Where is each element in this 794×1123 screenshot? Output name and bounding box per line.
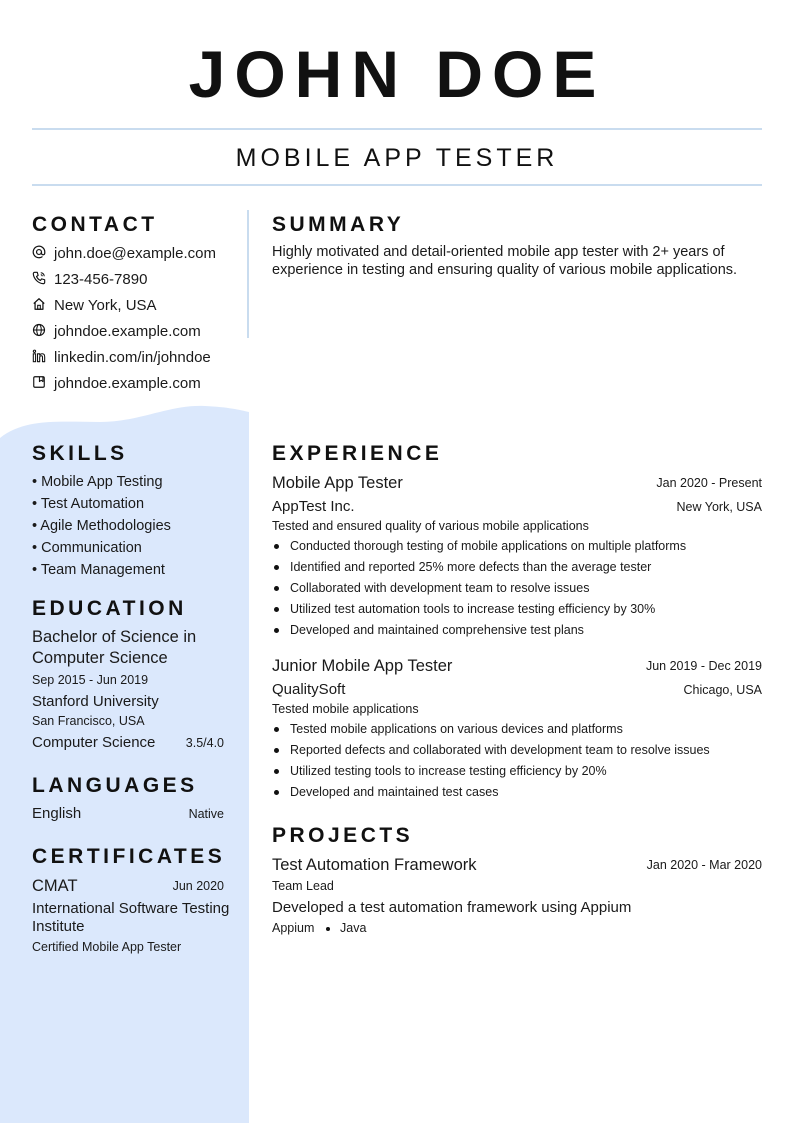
summary-title: SUMMARY [272,213,405,236]
project-description: Developed a test automation framework using Appium [272,899,632,916]
certificate-issuer: International Software Testing Institute [32,900,230,935]
certificate-description: Certified Mobile App Tester [32,940,182,954]
tag-separator [326,927,330,931]
education-school: Stanford University [32,693,159,710]
linkedin-icon [32,349,48,365]
job-summary: Tested and ensured quality of various mobile applications [272,519,589,533]
job-dates: Jan 2020 - Present [656,476,762,490]
header-rule-bottom [32,184,762,186]
contact-linkedin-text: linkedin.com/in/johndoe [54,348,211,366]
project-role: Team Lead [272,879,334,893]
certificate-name: CMAT [32,877,78,895]
projects-title: PROJECTS [272,824,414,847]
contact-portfolio-text: johndoe.example.com [54,374,201,392]
certificates-title: CERTIFICATES [32,845,226,868]
languages-title: LANGUAGES [32,774,198,797]
candidate-name: JOHN DOE [188,37,606,111]
job-location: Chicago, USA [683,683,762,697]
contact-phone[interactable] [32,268,147,290]
contact-location-text: New York, USA [54,296,157,314]
job-location: New York, USA [676,500,762,514]
skill-item: • Mobile App Testing [32,474,163,490]
at-icon [32,245,48,261]
job-role: MOBILE APP TESTER [235,144,559,172]
skill-item: • Test Automation [32,496,145,512]
experience-title: EXPERIENCE [272,442,443,465]
portfolio-icon [32,375,48,391]
summary-text: Highly motivated and detail-oriented mobile app tester with 2+ years of experience in testing and ensuring quality of various mobile applications. [272,244,738,278]
phone-icon [32,271,48,287]
project-dates: Jan 2020 - Mar 2020 [646,858,762,872]
skill-item: • Team Management [32,562,165,578]
certificate-date: Jun 2020 [172,879,224,893]
job-company: AppTest Inc. [272,498,355,515]
column-divider [247,210,249,338]
education-field: Computer Science [32,734,156,751]
contact-location [32,294,157,316]
contact-email[interactable] [32,242,216,264]
education-title: EDUCATION [32,597,187,620]
globe-icon [32,323,48,339]
contact-portfolio[interactable] [32,372,201,394]
language-name: English [32,805,82,822]
contact-linkedin[interactable] [32,346,211,368]
job-title: Junior Mobile App Tester [272,657,453,675]
project-tag: Java [340,921,367,935]
project-tag: Appium [272,921,315,935]
skills-title: SKILLS [32,442,128,465]
home-icon [32,297,48,313]
language-level: Native [188,807,224,821]
job-dates: Jun 2019 - Dec 2019 [645,659,762,673]
contact-email-text: john.doe@example.com [54,244,216,262]
education-degree: Bachelor of Science in Computer Science [32,628,197,667]
education-gpa: 3.5/4.0 [185,736,224,750]
education-location: San Francisco, USA [32,714,145,728]
job-title: Mobile App Tester [272,474,403,492]
header-rule-top [32,128,762,130]
job-summary: Tested mobile applications [272,702,419,716]
contact-website[interactable] [32,320,201,342]
contact-phone-text: 123-456-7890 [54,270,148,288]
contact-website-text: johndoe.example.com [54,322,201,340]
project-name: Test Automation Framework [272,856,477,874]
job-company: QualitySoft [272,681,346,698]
skill-item: • Communication [32,540,142,556]
education-dates: Sep 2015 - Jun 2019 [32,673,149,687]
contact-title: CONTACT [32,213,158,236]
skill-item: • Agile Methodologies [32,518,171,534]
